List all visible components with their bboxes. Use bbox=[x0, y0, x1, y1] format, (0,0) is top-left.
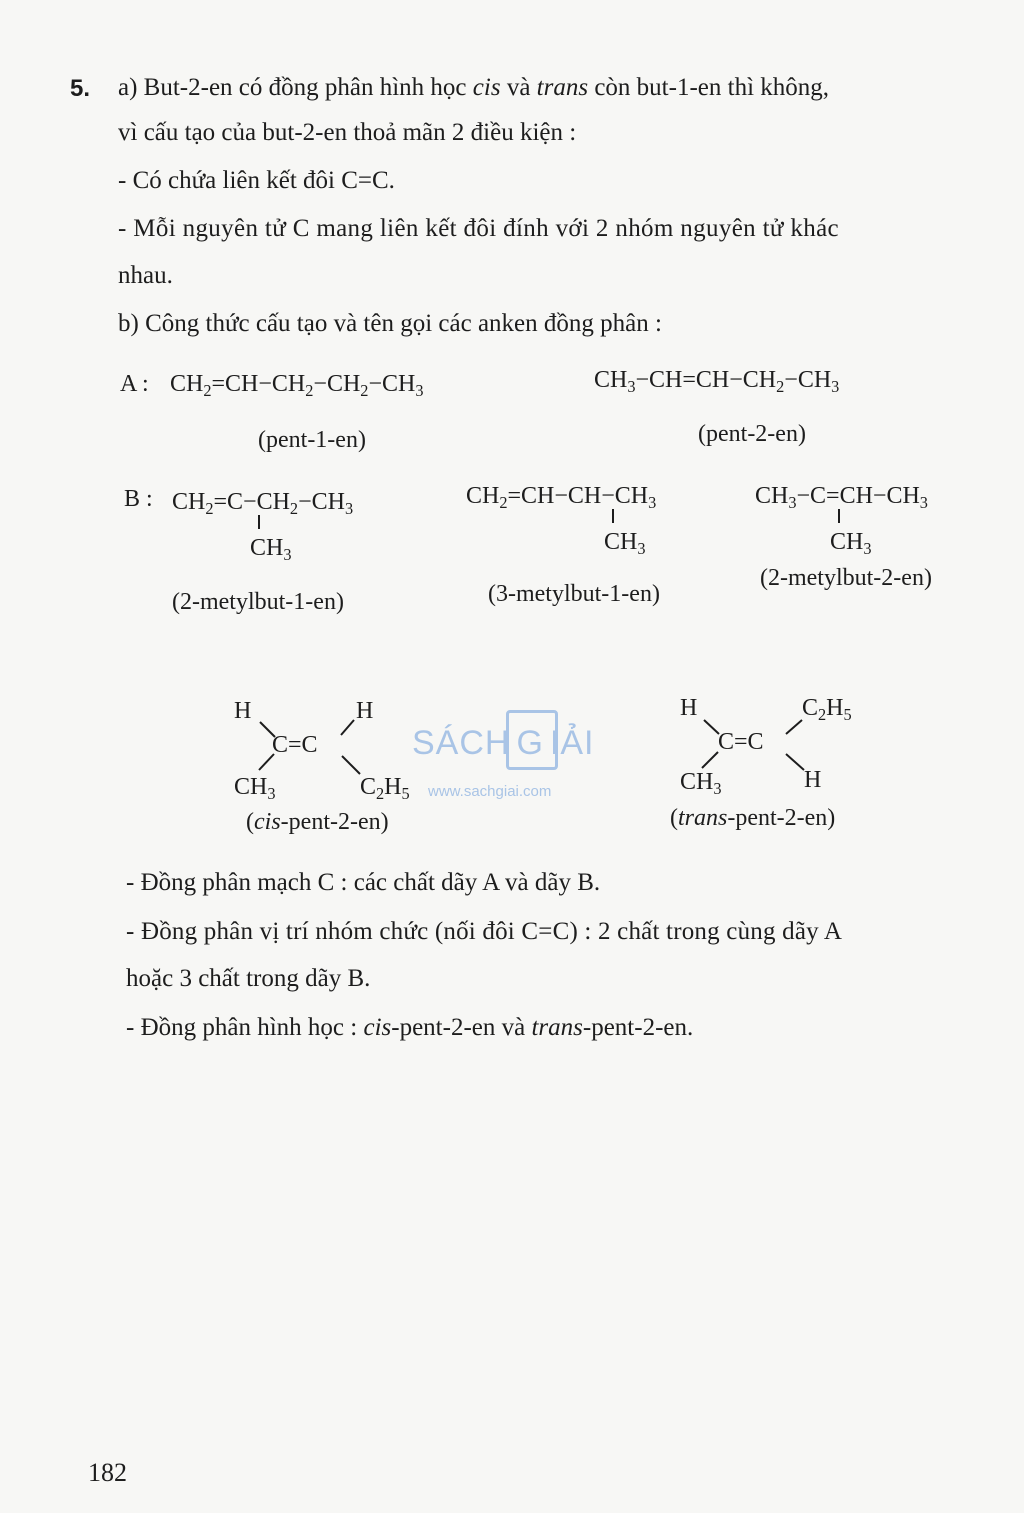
bond-line bbox=[786, 754, 804, 770]
pent-2-en-formula: $CH_3-CH=CH-CH_2-CH_3$ bbox=[594, 367, 840, 397]
text-segment: -pent-2-en) bbox=[280, 809, 389, 835]
watermark-text: SÁCH bbox=[412, 724, 511, 762]
pent-1-en-name: (pent-1-en) bbox=[258, 427, 366, 453]
2-metylbut-2-en-formula: $CH_3-C=CH-CH_3$ bbox=[755, 483, 928, 513]
text-segment: - Đồng phân hình học : bbox=[126, 1014, 364, 1041]
2-metylbut-1-en-name: (2-metylbut-1-en) bbox=[172, 589, 344, 615]
part-b-intro: b) Công thức cấu tạo và tên gọi các anken đồng phân : bbox=[118, 310, 662, 337]
cis-ch3: $CH_3$ bbox=[234, 774, 276, 804]
cis-double-bond: C=C bbox=[272, 732, 318, 758]
text-segment: -pent-2-en. bbox=[582, 1014, 694, 1041]
3-metylbut-1-en-name: (3-metylbut-1-en) bbox=[488, 581, 660, 607]
trans-c2h5: $C_2H_5$ bbox=[802, 695, 852, 725]
conclusion-position-isomers-line2: hoặc 3 chất trong dãy B. bbox=[126, 965, 371, 992]
cis-h-right: H bbox=[356, 698, 374, 724]
trans-pent-2-en-name bbox=[670, 804, 835, 832]
bond-line bbox=[786, 720, 802, 734]
methyl-branch: $CH_3$ bbox=[250, 535, 292, 565]
conclusion-geometric-isomers bbox=[126, 1013, 693, 1043]
part-a-line2: vì cấu tạo của but-2-en thoả mãn 2 điều kiện : bbox=[118, 119, 577, 146]
2-metylbut-1-en-formula: $CH_2=C-CH_2-CH_3$ bbox=[172, 489, 354, 519]
condition-1: - Có chứa liên kết đôi C=C. bbox=[118, 167, 395, 194]
2-metylbut-2-en-name: (2-metylbut-2-en) bbox=[760, 565, 932, 591]
trans-h-left: H bbox=[680, 695, 698, 721]
text-segment: ( bbox=[670, 805, 678, 831]
pent-1-en-formula: $CH_2=CH-CH_2-CH_2-CH_3$ bbox=[170, 371, 424, 401]
text-segment: còn but-1-en thì không, bbox=[588, 74, 830, 101]
cis-term: cis bbox=[472, 74, 501, 101]
text-segment: -pent-2-en và bbox=[391, 1014, 532, 1041]
text-segment: -pent-2-en) bbox=[727, 805, 836, 831]
pent-2-en-name: (pent-2-en) bbox=[698, 421, 806, 447]
series-b-label: B : bbox=[124, 486, 153, 512]
conclusion-chain-isomers: - Đồng phân mạch C : các chất dãy A và dãy B. bbox=[126, 869, 601, 896]
cis-term: cis bbox=[254, 809, 281, 835]
bond-line bbox=[704, 720, 719, 734]
page-number: 182 bbox=[88, 1458, 127, 1487]
watermark-text: IẢI bbox=[549, 724, 595, 762]
trans-double-bond: C=C bbox=[718, 729, 764, 755]
watermark-logo bbox=[412, 724, 595, 763]
cis-h-left: H bbox=[234, 698, 252, 724]
cis-pent-2-en-name bbox=[246, 808, 389, 836]
bond-line bbox=[341, 720, 354, 735]
problem-number: 5. bbox=[70, 75, 91, 102]
bond-line bbox=[702, 752, 718, 768]
bond-line bbox=[342, 756, 360, 774]
condition-2-line1: - Mỗi nguyên tử C mang liên kết đôi đính với 2 nhóm nguyên tử khác bbox=[118, 215, 839, 242]
trans-ch3: $CH_3$ bbox=[680, 769, 722, 799]
conclusion-position-isomers-line1: - Đồng phân vị trí nhóm chức (nối đôi C=C) : 2 chất trong cùng dãy A bbox=[126, 918, 843, 945]
condition-2-line2: nhau. bbox=[118, 262, 173, 289]
text-segment: ( bbox=[246, 809, 254, 835]
cis-c2h5: $C_2H_5$ bbox=[360, 774, 410, 804]
series-a-label: A : bbox=[120, 371, 149, 397]
methyl-branch: $CH_3$ bbox=[604, 529, 646, 559]
methyl-branch: $CH_3$ bbox=[830, 529, 872, 559]
text-segment: a) But-2-en có đồng phân hình học bbox=[118, 74, 473, 101]
trans-term: trans bbox=[531, 1014, 583, 1041]
trans-term: trans bbox=[536, 74, 589, 101]
trans-h-right: H bbox=[804, 767, 822, 793]
text-segment: và bbox=[500, 74, 537, 101]
cis-term: cis bbox=[363, 1014, 392, 1041]
watermark-text: G bbox=[516, 724, 544, 762]
trans-term: trans bbox=[678, 805, 728, 831]
3-metylbut-1-en-formula: $CH_2=CH-CH-CH_3$ bbox=[466, 483, 657, 513]
watermark-url: www.sachgiai.com bbox=[428, 783, 552, 800]
